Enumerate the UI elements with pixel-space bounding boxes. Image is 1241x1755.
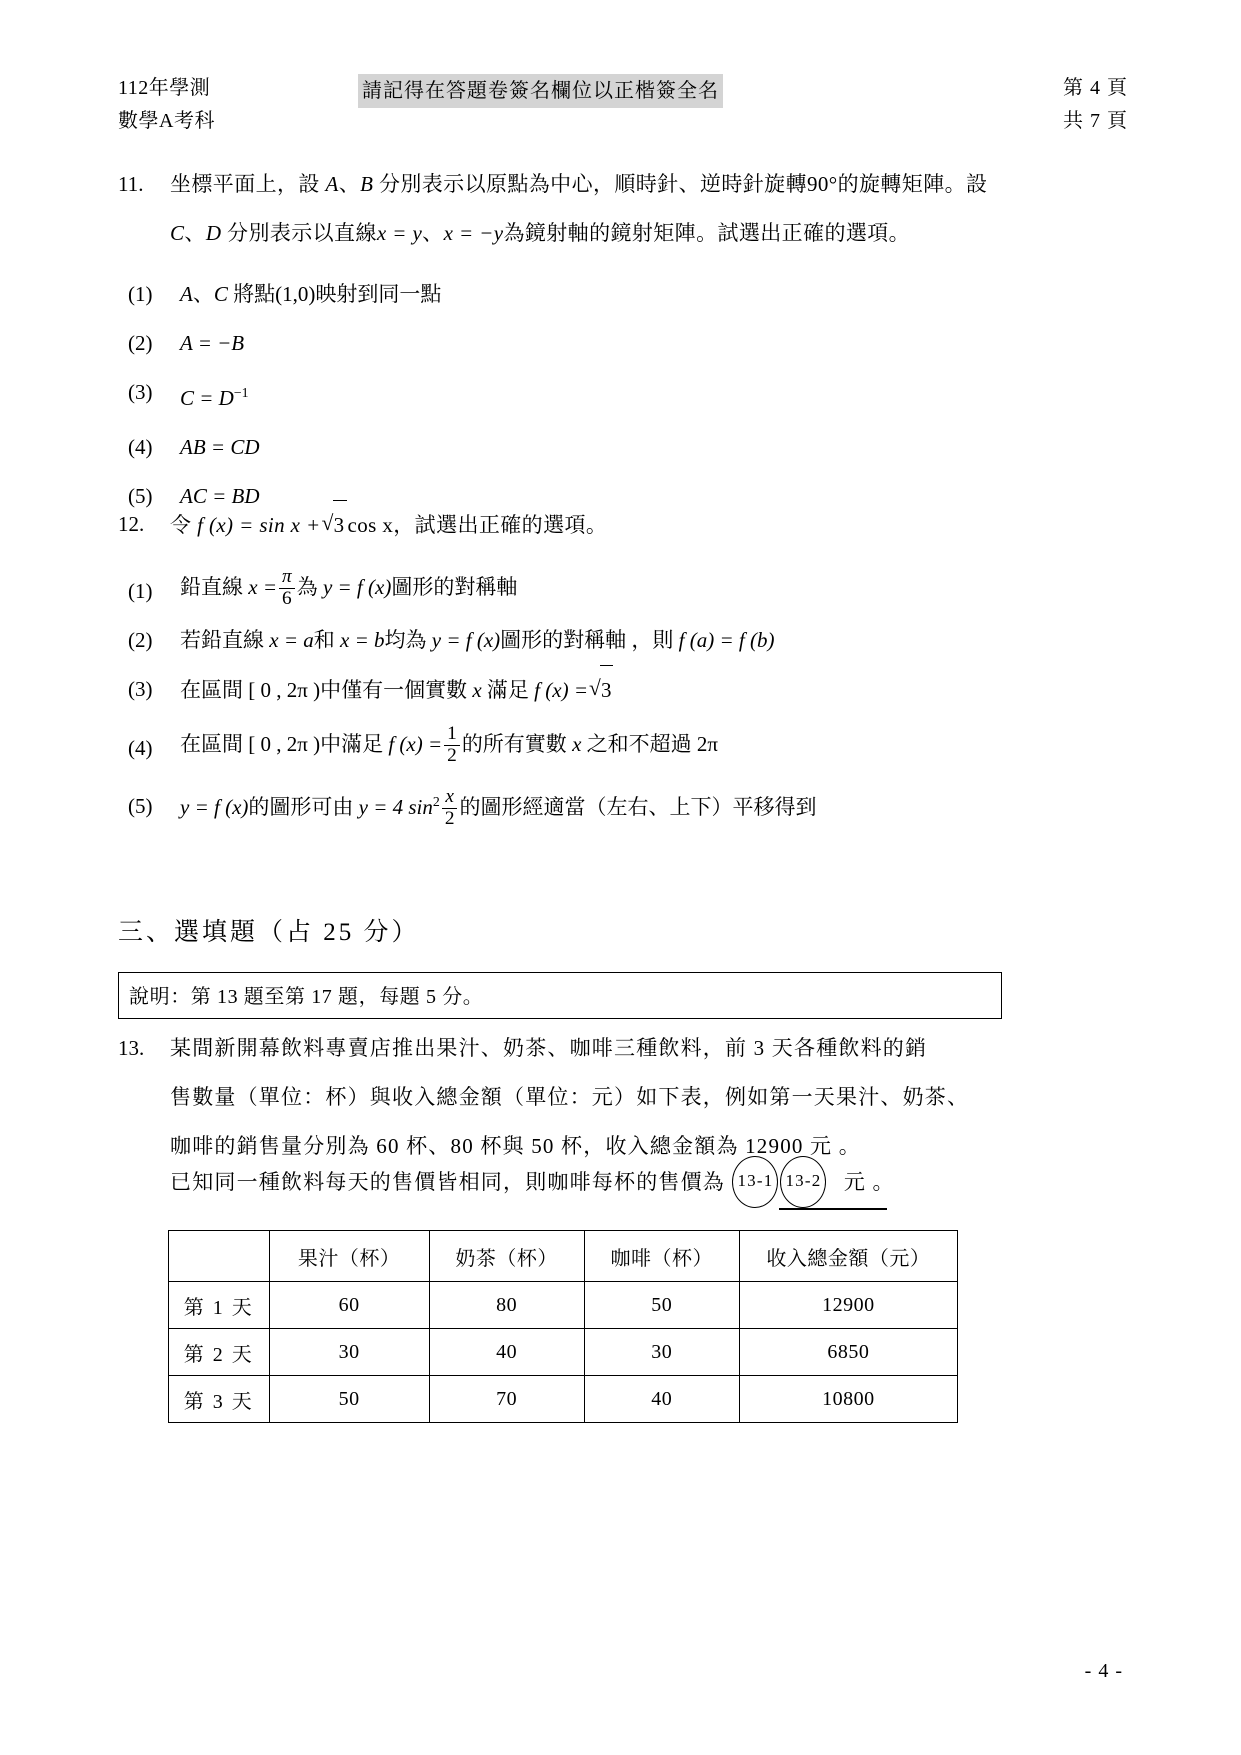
cell-day1-milktea: 80 <box>429 1282 584 1329</box>
answer-blank-13-1[interactable]: 13-1 <box>732 1156 778 1208</box>
q12-opt2-eq-b: x = b <box>340 628 385 652</box>
q11-option-3[interactable] <box>118 368 1023 423</box>
q12-opt4-part2: 中滿足 <box>320 732 389 756</box>
q11-stem-part-6: 為鏡射軸的鏡射矩陣。試選出正確的選項。 <box>503 221 911 245</box>
q12-option-1[interactable] <box>118 558 1038 616</box>
q11-stem-part-2: 分別表示以原點為中心，順時針、逆時針旋轉 <box>373 172 807 196</box>
q11-opt1-sep: 、 <box>192 282 214 306</box>
q11-opt3-formula: C = D <box>180 386 234 410</box>
cell-day3-milktea: 70 <box>429 1376 584 1423</box>
q12-opt5-part2: 的圖形經適當（左右、上下）平移得到 <box>459 795 817 819</box>
q12-opt5-part1: 的圖形可由 <box>248 795 359 819</box>
q12-stem-tail: ，試選出正確的選項。 <box>393 513 608 537</box>
table-header-coffee: 咖啡（杯） <box>584 1231 739 1282</box>
q12-opt1-varx: x = <box>248 575 277 599</box>
q11-option-4[interactable] <box>118 423 1023 472</box>
q12-opt5-yfx: y = f (x) <box>180 795 249 819</box>
question-13-stem <box>170 1024 1048 1171</box>
row-label-day-1: 第 1 天 <box>169 1282 270 1329</box>
q12-cos-term: cos x <box>347 513 394 537</box>
q11-stem-part-4: 矩陣。設 <box>901 172 988 196</box>
answer-blank-13-2[interactable]: 13-2 <box>780 1156 826 1208</box>
q12-opt2-mid2: 均為 <box>384 628 432 652</box>
row-label-day-3: 第 3 天 <box>169 1376 270 1423</box>
q11-option-1-label: (1) <box>128 282 153 306</box>
q13-answer-underline <box>779 1208 887 1210</box>
q12-opt4-part3: 的所有實數 <box>461 732 573 756</box>
q11-option-2-label: (2) <box>128 331 153 355</box>
table-row <box>169 1282 958 1329</box>
table-header-revenue: 收入總金額（元） <box>739 1231 957 1282</box>
table-corner-cell <box>169 1231 270 1282</box>
q12-function-def: f (x) = sin x + <box>197 513 321 537</box>
q12-opt3-part2: 中僅有一個實數 <box>320 678 473 702</box>
q11-opt1-tail: 將點(1,0)映射到同一點 <box>233 282 442 306</box>
total-pages-label: 共 7 頁 <box>1063 110 1128 132</box>
q12-option-2-label: (2) <box>128 628 153 652</box>
q11-option-5-label: (5) <box>128 484 153 508</box>
current-page-label: 第 4 頁 <box>1063 77 1128 99</box>
question-12 <box>118 500 1038 836</box>
q11-option-4-label: (4) <box>128 435 153 459</box>
q12-opt4-bound: 2π <box>696 732 718 756</box>
q12-option-5-label: (5) <box>128 794 153 818</box>
question-13-number: 13. <box>118 1036 145 1060</box>
q12-opt5-fraction: $\frac{x}{2}$ <box>442 787 458 829</box>
cell-day3-revenue: 10800 <box>739 1376 957 1423</box>
q11-degree: 90° <box>806 172 838 196</box>
q12-opt4-part1: 在區間 <box>180 732 249 756</box>
page-number-block <box>1063 72 1128 138</box>
q11-line-xnegy: x = −y <box>443 221 504 245</box>
q12-opt2-eq-a: x = a <box>269 628 314 652</box>
cell-day2-coffee: 30 <box>584 1329 739 1376</box>
q12-opt5-exponent: 2 <box>432 794 440 809</box>
cell-day1-juice: 60 <box>269 1282 429 1329</box>
q12-option-3[interactable] <box>118 665 1038 715</box>
q12-option-3-label: (3) <box>128 677 153 701</box>
q11-matrix-d: D <box>205 221 222 245</box>
question-12-stem <box>170 500 1038 550</box>
q12-opt3-eq-fx: f (x) = <box>534 678 588 702</box>
q12-opt3-interval: [ 0 , 2π ) <box>248 678 321 702</box>
table-header-row <box>169 1231 958 1282</box>
page-header <box>118 72 1128 142</box>
q11-sep-2: 、 <box>184 221 206 245</box>
cell-day1-coffee: 50 <box>584 1282 739 1329</box>
signature-notice: 請記得在答題卷簽名欄位以正楷簽全名 <box>358 74 723 108</box>
q11-sep-3: 、 <box>422 221 444 245</box>
question-11-stem <box>170 160 1023 258</box>
q13-stem-line-2: 售數量（單位：杯）與收入總金額（單位：元）如下表，例如第一天果汁、奶茶、 <box>170 1085 970 1109</box>
q12-option-1-label: (1) <box>128 579 153 603</box>
section-3-instruction-text: 說明：第 13 題至第 17 題，每題 5 分。 <box>129 986 484 1008</box>
q12-opt3-varx: x <box>472 678 482 702</box>
table-header-juice: 果汁（杯） <box>269 1231 429 1282</box>
q11-option-2[interactable] <box>118 319 1023 368</box>
q11-matrix-a: A <box>325 172 339 196</box>
table-row <box>169 1376 958 1423</box>
table-row <box>169 1329 958 1376</box>
sales-data-table <box>168 1230 958 1423</box>
row-label-day-2: 第 2 天 <box>169 1329 270 1376</box>
cell-day3-coffee: 40 <box>584 1376 739 1423</box>
q13-answer-suffix: 元 。 <box>843 1169 895 1194</box>
exam-year-label: 112年學測 <box>118 77 211 99</box>
q13-stem-line-3: 咖啡的銷售量分別為 60 杯、80 杯與 50 杯，收入總金額為 12900 元 。 <box>170 1134 861 1158</box>
q12-option-5[interactable] <box>118 773 1038 836</box>
page-footer-number: - 4 - <box>1084 1660 1123 1682</box>
q12-opt4-varx: x <box>572 732 582 756</box>
q12-opt1-part1: 鉛直線 <box>180 575 249 599</box>
table-header-milktea: 奶茶（杯） <box>429 1231 584 1282</box>
q12-option-4[interactable] <box>118 715 1038 773</box>
section-3-instruction-box <box>118 972 1002 1019</box>
question-13 <box>118 1024 1048 1171</box>
q12-sqrt-3: √ 3 <box>322 500 347 550</box>
q11-opt1-c: C <box>213 282 228 306</box>
q12-option-4-label: (4) <box>128 736 153 760</box>
q12-opt2-mid1: 和 <box>313 628 340 652</box>
q11-stem-part-5: 分別表示以直線 <box>221 221 377 245</box>
q11-matrix-c: C <box>170 221 185 245</box>
q12-opt4-interval: [ 0 , 2π ) <box>248 732 321 756</box>
q11-option-1[interactable] <box>118 270 1023 319</box>
q11-line-xy: x = y <box>376 221 423 245</box>
q13-stem-line-1: 某間新開幕飲料專賣店推出果汁、奶茶、咖啡三種飲料，前 3 天各種飲料的銷 <box>170 1036 928 1060</box>
cell-day1-revenue: 12900 <box>739 1282 957 1329</box>
cell-day2-milktea: 40 <box>429 1329 584 1376</box>
q12-opt4-part4: 之和不超過 <box>581 732 697 756</box>
q11-stem-part-3: 的旋轉 <box>837 172 902 196</box>
question-12-number: 12. <box>118 512 145 536</box>
q12-option-2[interactable] <box>118 616 1038 665</box>
cell-day2-revenue: 6850 <box>739 1329 957 1376</box>
q12-opt2-part1: 若鉛直線 <box>180 628 270 652</box>
question-11 <box>118 160 1023 521</box>
q11-opt3-exponent: −1 <box>233 385 249 400</box>
q12-opt1-part3: 圖形的對稱軸 <box>391 575 518 599</box>
q13-answer-line <box>170 1158 895 1210</box>
question-11-number: 11. <box>118 172 144 196</box>
section-3-heading: 三、選填題（占 25 分） <box>118 919 420 946</box>
q12-opt1-part2: 為 <box>296 575 323 599</box>
q12-opt3-part3: 滿足 <box>481 678 535 702</box>
q11-matrix-b: B <box>360 172 374 196</box>
q12-opt4-eq-fx: f (x) = <box>388 732 443 756</box>
q12-opt3-part1: 在區間 <box>180 678 249 702</box>
q11-option-3-label: (3) <box>128 380 153 404</box>
q12-stem-lead: 令 <box>170 513 198 537</box>
q11-opt4-formula: AB = CD <box>180 435 260 459</box>
exam-subject-label: 數學A考科 <box>118 110 215 132</box>
q12-opt2-yfx: y = f (x) <box>431 628 501 652</box>
cell-day3-juice: 50 <box>269 1376 429 1423</box>
cell-day2-juice: 30 <box>269 1329 429 1376</box>
q12-opt1-yfx: y = f (x) <box>322 575 392 599</box>
q12-opt2-part3: 圖形的對稱軸 ，則 <box>500 628 679 652</box>
q11-opt2-formula: A = −B <box>180 331 245 355</box>
q12-opt1-fraction: $\frac{\pi}{6}$ <box>279 567 295 609</box>
q12-opt4-fraction: $\frac{1}{2}$ <box>444 724 460 766</box>
exam-identity <box>118 72 215 138</box>
q12-opt3-sqrt: √ 3 <box>589 665 614 715</box>
q12-opt2-eq-fafb: f (a) = f (b) <box>678 628 775 652</box>
q13-answer-prefix: 已知同一種飲料每天的售價皆相同，則咖啡每杯的售價為 <box>170 1169 725 1194</box>
q11-opt5-formula: AC = BD <box>180 484 260 508</box>
q11-sep-1: 、 <box>338 172 361 196</box>
q11-opt1-a: A <box>180 282 193 306</box>
q12-opt5-eq: y = 4 sin <box>358 795 433 819</box>
q11-stem-part-1: 坐標平面上，設 <box>170 172 326 196</box>
